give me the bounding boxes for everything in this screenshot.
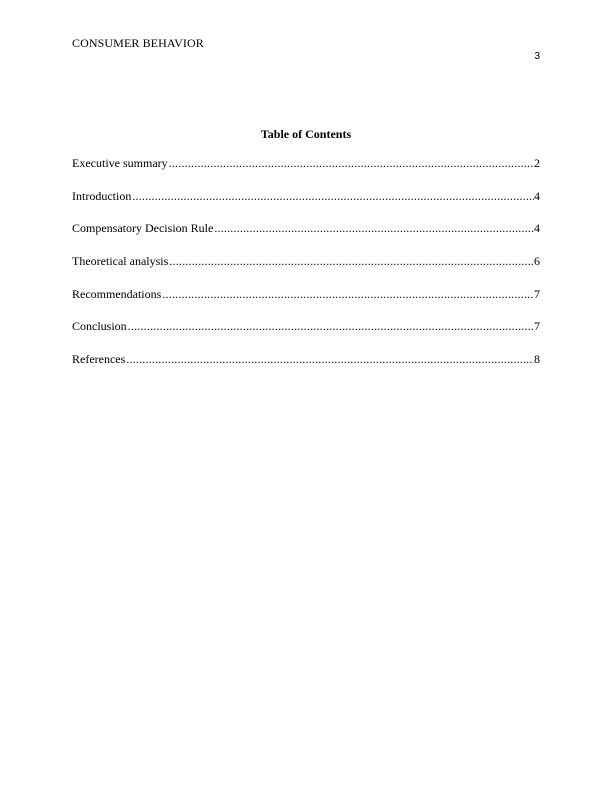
dot-leader: [214, 221, 534, 235]
toc-entry-page: 2: [534, 156, 540, 170]
toc-entry-page: 6: [534, 254, 540, 269]
toc-entry-label: Compensatory Decision Rule: [72, 221, 214, 236]
toc-entry-page: 4: [534, 221, 540, 236]
toc-entry-label: Executive summary: [72, 156, 168, 170]
toc-entry-page: 8: [534, 352, 540, 367]
toc-title: Table of Contents: [260, 127, 352, 141]
toc-entry-recommendations[interactable]: [72, 287, 540, 320]
dot-leader: [128, 319, 534, 333]
toc-entry-label: Recommendations: [72, 286, 162, 301]
toc-entry-conclusion[interactable]: [72, 319, 540, 352]
toc-entry-executive-summary[interactable]: [72, 156, 540, 189]
toc-entry-page: 7: [534, 286, 540, 301]
toc-entry-label: Theoretical analysis: [72, 254, 169, 269]
dot-leader: [162, 287, 534, 301]
toc-entry-introduction[interactable]: [72, 189, 540, 222]
running-head: CONSUMER BEHAVIOR: [72, 36, 204, 50]
toc-list: [72, 156, 540, 385]
toc-entry-page: 7: [534, 319, 540, 334]
toc-entry-label: Introduction: [72, 188, 132, 203]
dot-leader: [169, 156, 534, 170]
toc-entry-label: Conclusion: [72, 319, 127, 334]
toc-entry-references[interactable]: [72, 352, 540, 385]
toc-entry-theoretical-analysis[interactable]: [72, 254, 540, 287]
page-number: 3: [534, 51, 540, 62]
dot-leader: [132, 189, 534, 203]
dot-leader: [169, 254, 534, 268]
toc-entry-page: 4: [534, 188, 540, 203]
toc-entry-label: References: [72, 352, 126, 367]
toc-entry-compensatory-decision-rule[interactable]: [72, 221, 540, 254]
dot-leader: [126, 352, 534, 366]
